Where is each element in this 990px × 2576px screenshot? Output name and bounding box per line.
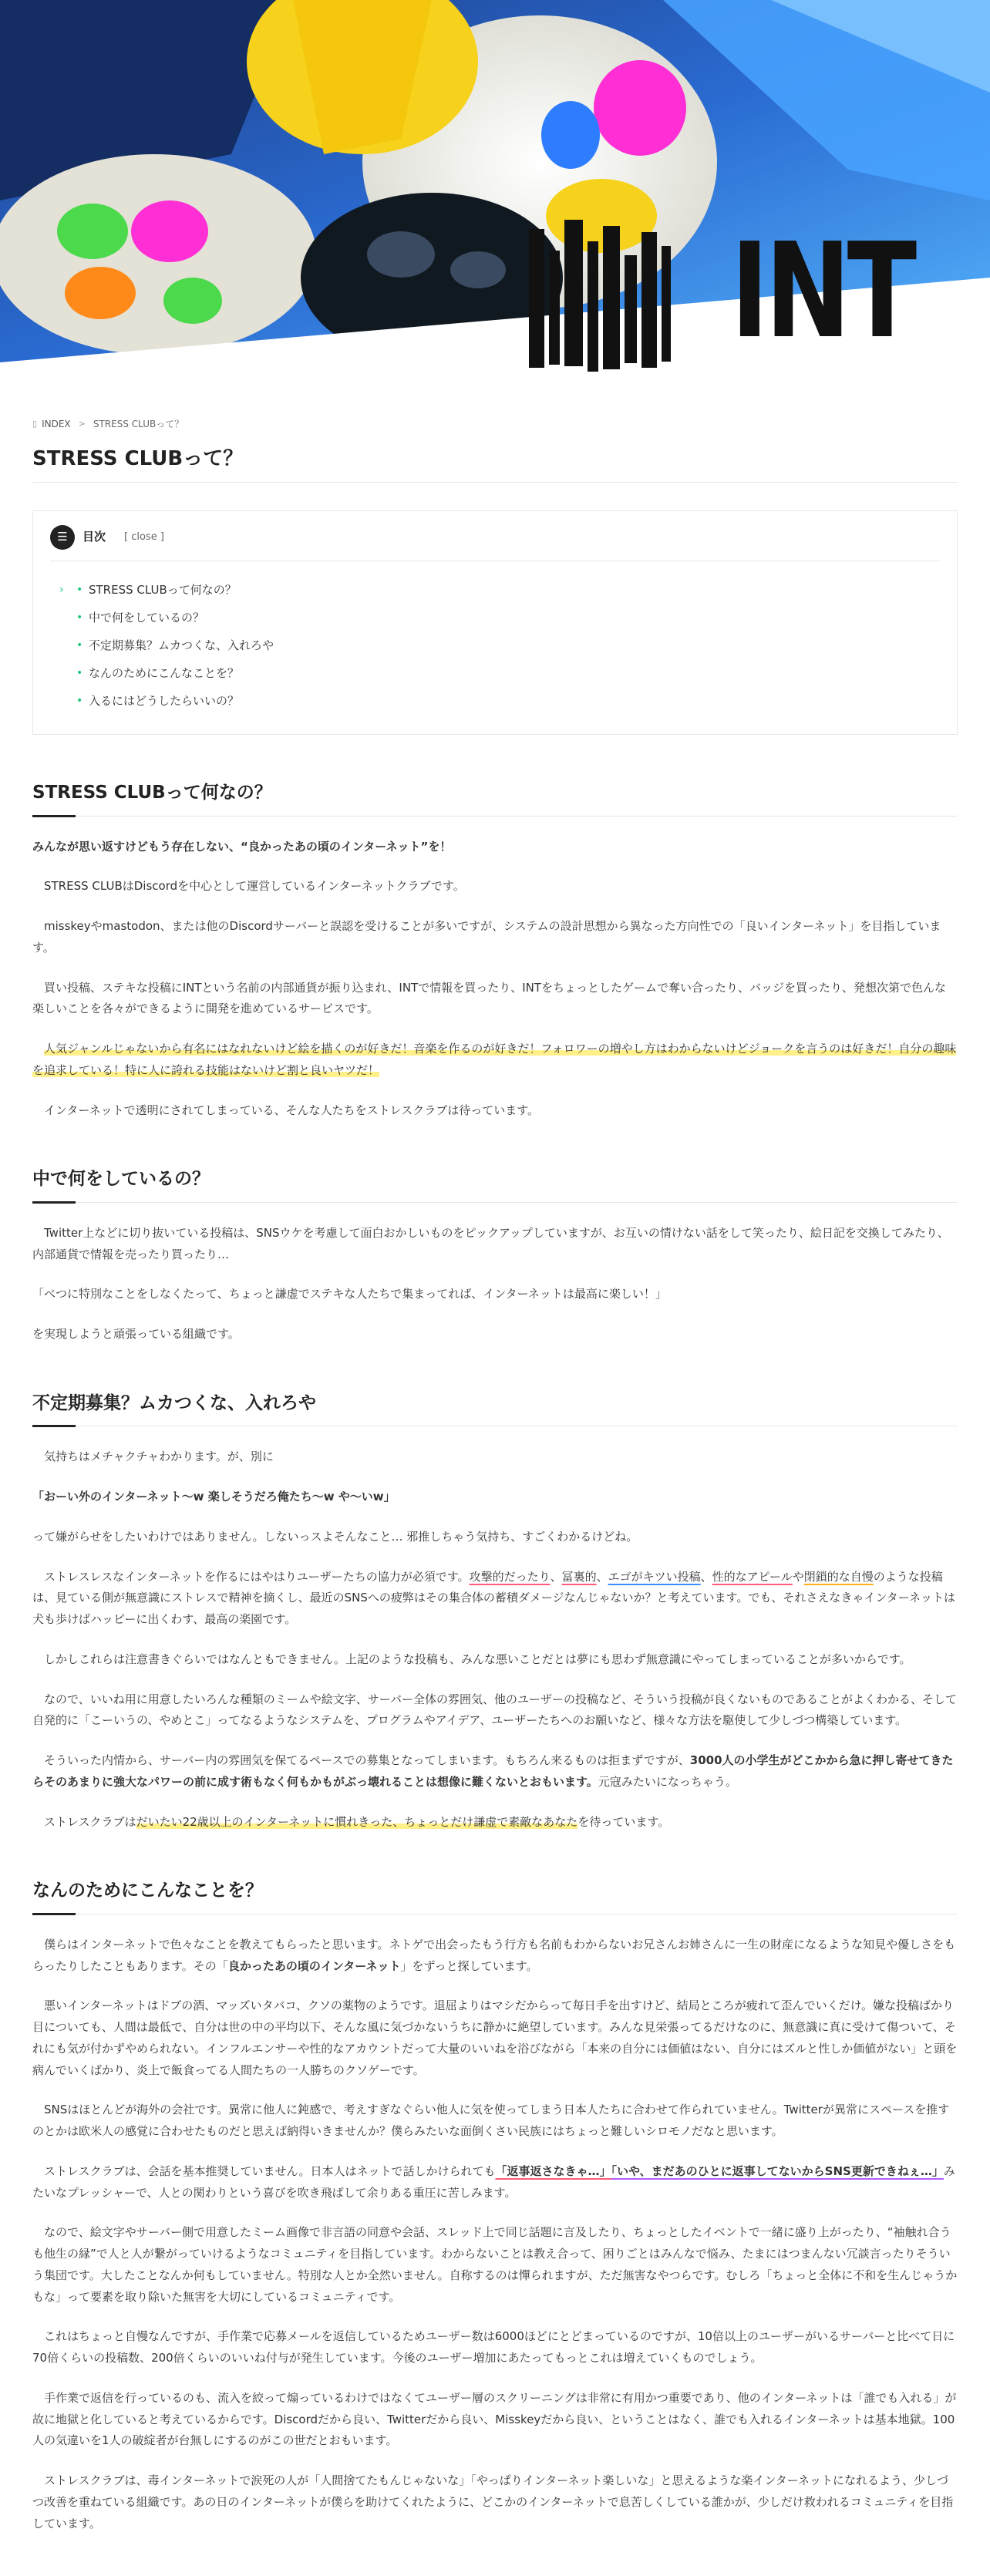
paragraph: 「べつに特別なことをしなくたって、ちょっと謙虚でステキな人たちで集まってれば、インターネットは最高に楽しい！」: [32, 1287, 667, 1301]
paragraph: なので、いいね用に用意したいろんな種類のミームや絵文字、サーバー全体の雰囲気、他のユーザーの投稿など、そういう投稿が良くないものであることがよくわかる、そして自発的に「こーいうの、やめとこ」ってなるようなシステムを、プログラムやアイデア、ユーザーたちへのお願いなど、様々な方法を駆使して少しづつ構築しています。: [32, 1692, 957, 1728]
section-purpose: [32, 1914, 958, 2535]
int-logo[interactable]: [529, 215, 930, 372]
toc-title: 目次: [82, 530, 106, 544]
bullet-icon: •: [76, 639, 83, 652]
breadcrumb: [32, 416, 958, 432]
toc-item-label[interactable]: なんのためにこんなことを？: [89, 666, 240, 681]
breadcrumb-home-link[interactable]: INDEX: [42, 418, 71, 429]
paragraph: しかしこれらは注意書きぐらいではなんともできません。上記のような投稿も、みんな悪いことだとは夢にも思わず無意識にやってしまっていることが多いからです。: [44, 1652, 911, 1666]
section-activities: [32, 1203, 958, 1345]
paragraph: SNSはほとんどが海外の会社です。異常に他人に鈍感で、考えすぎなぐらい他人に気を使ってしまう日本人たちに合わせて作られていません。Twitterが異常にスペースを推すのとかは欧米人の感覚に合わせたものだと思えば納得いきませんか？僕らみたいな面倒くさい民族にはちょっと難しいシロモノだなと思います。: [32, 2103, 950, 2138]
article: [0, 372, 990, 2576]
list-icon: ☰: [50, 525, 75, 550]
toc-list: [50, 561, 940, 720]
paragraph: そういった内情から、サーバー内の雰囲気を保てるペースでの募集となってしまいます。もちろん来るものは拒まずですが、3000人の小学生がどこかから急に押し寄せてきたらそのあまりに強大なパワーの前に成す術もなく何もかもがぶっ壊れることは想像に難くないとおもいます。元寇みたいになっちゃう。: [32, 1753, 954, 1789]
paragraph: を実現しようと頑張っている組織です。: [32, 1327, 240, 1341]
paragraph: Twitter上などに切り抜いている投稿は、SNSウケを考慮して面白おかしいものをピックアップしていますが、お互いの情けない話をして笑ったり、絵日記を交換してみたり、内部通貨で情報を売ったり買ったり…: [32, 1225, 949, 1261]
paragraph: なので、絵文字やサーバー側で用意したミーム画像で非言語の同意や会話、スレッド上で同じ話題に言及したり、ちょっとしたイベントで一緒に盛り上がったり、“袖触れ合うも他生の縁”で人と人が繋がっていけるようなコミュニティを目指しています。わからないことは教え合って、困りごとはみんなで悩み、たまにはつまんない冗談言ったりそういう集団です。大したことなんか何もしていません。特別な人とか全然いません。自称するのは憚られますが、ただ無害なやつらです。むしろ「ちょっと全体に不和を生んじゃうかもな」って要素を取り除いた無害を大切にしているコミュニティです。: [32, 2225, 958, 2304]
paragraph: 人気ジャンルじゃないから有名にはなれないけど絵を描くのが好きだ！音楽を作るのが好きだ！フォロワーの増やし方はわからないけどジョークを言うのは好きだ！自分の趣味を追求している！特に人に誇れる技能はないけど割と良いヤツだ！: [32, 1042, 957, 1077]
paragraph: misskeyやmastodon、または他のDiscordサーバーと誤認を受けることが多いですが、システムの設計思想から異なった方向性での「良いインターネット」を目指しています。: [32, 919, 941, 955]
toc-item[interactable]: [59, 577, 940, 604]
toc-header: [50, 525, 940, 561]
paragraph: ストレスクラブは、毒インターネットで涙死の人が「人間捨てたもんじゃないな」「やっぱりインターネット楽しいな」と思えるような楽インターネットになれるよう、少しづつ改善を重ねている組織です。あの日のインターネットが僕らを助けてくれたように、どこかのインターネットで息苦しくしている誰かが、少しだけ救われるコミュニティを目指しています。: [32, 2473, 954, 2531]
toc-item[interactable]: [59, 660, 940, 688]
bullet-icon: •: [76, 667, 83, 680]
breadcrumb-current: STRESS CLUBって？: [93, 418, 184, 429]
bullet-icon: •: [76, 584, 83, 597]
toc-item-label[interactable]: 中で何をしているの？: [89, 611, 205, 625]
section-heading-recruitment: 不定期募集？ムカつくな、入れろや: [32, 1390, 958, 1427]
section-about: [32, 817, 958, 1122]
bullet-icon: •: [76, 695, 83, 708]
chevron-right-icon: >: [78, 418, 86, 429]
toc-item[interactable]: [59, 632, 940, 660]
home-icon: ▯: [32, 418, 38, 429]
section-recruitment: [32, 1426, 958, 1833]
toc-item[interactable]: [59, 604, 940, 632]
paragraph: みんなが思い返すけどもう存在しない、“良かったあの頃のインターネット”を！: [32, 839, 452, 854]
toc-item-label[interactable]: 入るにはどうしたらいいの？: [89, 694, 240, 709]
logo-text: INT: [730, 215, 913, 368]
toc-item-label[interactable]: 不定期募集？ムカつくな、入れろや: [89, 638, 274, 653]
paragraph: 悪いインターネットはドブの酒、マッズいタバコ、クソの薬物のようです。退屈よりはマシだからって毎日手を出すけど、結局ところが疲れて歪んでいくだけ。嫌な投稿ばかり目についても、人間は最低で、自分は世の中の平均以下、そんな風に気づかないうちに静かに絶望しています。みんな見栄張ってるだけなのに、無意識に真に受けて傷ついて、それにも気が付かずやめられない。インフルエンサーや性的なアカウントだって大量のいいねを浴びながら「本来の自分には価値はない、自分にはズルと性しか価値がない」と頭を病んでいくばかり、炎上で飯食ってる人間たちの一人勝ちのクソゲーです。: [32, 1999, 958, 2077]
toc-close-button[interactable]: [ close ]: [124, 530, 164, 543]
bullet-icon: •: [76, 611, 83, 625]
table-of-contents: [32, 510, 958, 735]
paragraph: って嫌がらせをしたいわけではありません。しないっスよそんなこと… 邪推しちゃう気持ち、すごくわかるけどね。: [32, 1529, 638, 1544]
paragraph: 手作業で返信を行っているのも、流入を絞って煽っているわけではなくてユーザー層のスクリーニングは非常に有用かつ重要であり、他のインターネットは「誰でも入れる」が故に地獄と化していると考えているからです。Discordだから良い、Twitterだから良い、Misskeyだから良い、ということはなく、誰でも入れるインターネットは基本地獄。100人の気違いを1人の破綻者が台無しにするのがこの世だとおもいます。: [32, 2390, 957, 2448]
paragraph: 僕らはインターネットで色々なことを教えてもらったと思います。ネトゲで出会ったもう行方も名前もわからないお兄さんお姉さんに一生の財産になるような知見や優しさをもらったりしたこともあります。その「良かったあの頃のインターネット」をずっと探しています。: [32, 1937, 956, 1973]
section-heading-purpose: なんのためにこんなことを？: [32, 1877, 958, 1914]
paragraph: ストレスレスなインターネットを作るにはやはりユーザーたちの協力が必須です。攻撃的だったり、冨裏的、エゴがキツい投稿、性的なアピールや閉鎖的な自慢のような投稿は、見ている側が無意識にストレスで精神を摘くし、最近のSNSへの疲弊はその集合体の蓄積ダメージなんじゃないか？と考えています。でも、それさえなきゃインターネットは犬も歩けばハッピーに出くわす、最高の楽園です。: [32, 1569, 955, 1626]
paragraph: STRESS CLUBはDiscordを中心として運営しているインターネットクラブです。: [44, 879, 465, 894]
page-title: STRESS CLUBって？: [32, 444, 958, 483]
paragraph: 「おーい外のインターネット〜w 楽しそうだろ俺たち〜w や〜いw」: [32, 1490, 396, 1504]
paragraph: 買い投稿、ステキな投稿にINTという名前の内部通貨が振り込まれ、INTで情報を買ったり、INTをちょっとしたゲームで奪い合ったり、バッジを買ったり、発想次第で色んな楽しいことを各々ができるように開発を進めているサービスです。: [32, 980, 947, 1016]
paragraph: インターネットで透明にされてしまっている、そんな人たちをストレスクラブは待っています。: [44, 1103, 540, 1117]
paragraph: これはちょっと自慢なんですが、手作業で応募メールを返信しているためユーザー数は6000ほどにとどまっているのですが、10倍以上のユーザーがいるサーバーと比べて日に70倍くらいの投稿数、200倍くらいのいいね付与が発生しています。今後のユーザー増加にあたってもっとこれは増えていくものでしょう。: [32, 2329, 955, 2365]
toc-item-label[interactable]: STRESS CLUBって何なの？: [89, 583, 237, 598]
paragraph: ストレスクラブはだいたい22歳以上のインターネットに慣れきった、ちょっとだけ謙虚で素敵なあなたを待っています。: [44, 1814, 670, 1829]
hero-banner: [0, 0, 990, 372]
toc-item[interactable]: [59, 688, 940, 716]
chevron-right-icon: ›: [59, 584, 64, 597]
paragraph: 気持ちはメチャクチャわかります。が、別に: [44, 1450, 274, 1464]
section-heading-about: STRESS CLUBって何なの？: [32, 780, 958, 817]
paragraph: ストレスクラブは、会話を基本推奨していません。日本人はネットで話しかけられても「返事返さなきゃ…」「いや、まだあのひとに返事してないからSNS更新できねぇ…」みたいなプレッシャーで、人との関わりという喜びを吹き飛ばして余りある重圧に苦しみます。: [32, 2164, 955, 2200]
section-heading-activities: 中で何をしているの？: [32, 1166, 958, 1203]
